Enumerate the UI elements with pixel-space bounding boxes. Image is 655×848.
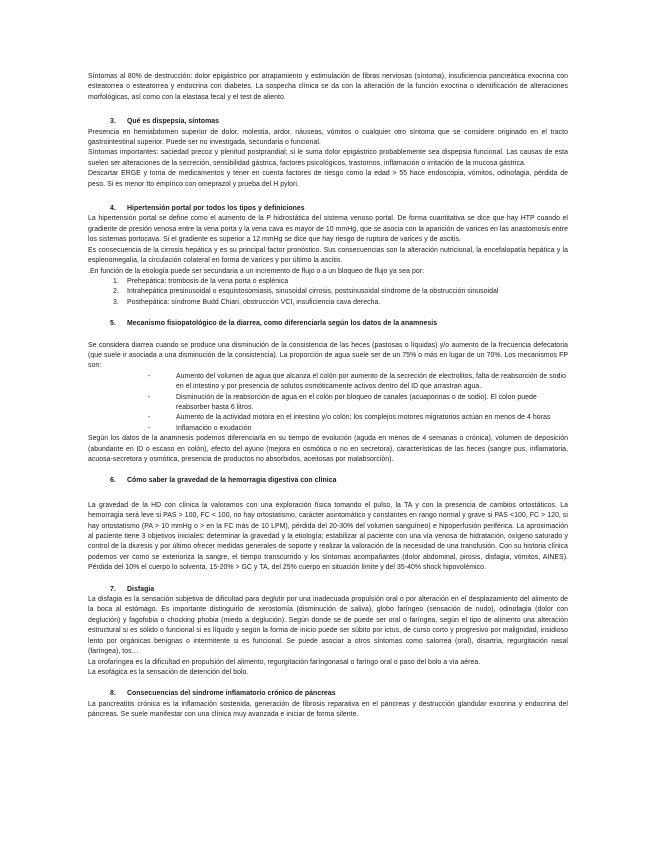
section-title: Disfagia — [127, 585, 155, 593]
list-item: - Inflamación o exudación — [148, 424, 568, 434]
list-item: - Disminución de la reabsorción de agua en el colón por bloqueo de canales (acuaporinas o de sodio). El colon puede reabsorber hasta 6 litros. — [148, 393, 568, 414]
section-hipertension-portal — [88, 204, 568, 308]
list-item — [113, 298, 568, 308]
paragraph: La hipertensión portal se define como el aumento de la P hidrostática del sistema venoso portal. De forma cuantitativa se dice que hay HTP cuando el gradiente de presión venosa entre la vena porta y la vena cava es mayor de 10 mmHg, que se asocia con la aparición de varices en las anastomosis entre los sistemas portocava. Si el gradiente es superior a 12 mmHg se dice que hay riesgo de ruptura de varices y de ascitis. — [88, 215, 568, 244]
document-page — [88, 72, 568, 721]
bullet-list — [88, 372, 568, 434]
paragraph: Presencia en hemiabdomen superior de dolor, molestia, ardor, náuseas, vómitos o cualquier otro síntoma que se considere originado en el tracto gastrointestinal superior. Puede ser no investigada, secundaria o funcional. — [88, 128, 568, 147]
list-item-text: Posthepática: síndrome Budd Chiari, obstrucción VCI, insuficiencia cava derecha. — [127, 298, 381, 306]
paragraph: Se considera diarrea cuando se produce una disminución de la consistencia de las heces (pastosas o líquidas) y/o aumento de la frecuencia defecatoria (que suele ir asociada a una disminución de la consistencia). La proporción de agua suele ser de un 75% o más en lugar de un 70%. Los mecanismos FP son: — [88, 341, 568, 370]
paragraph: .En función de la etiología puede ser secundaria a un incremento de flujo o a un bloqueo de flujo ya sea por: — [88, 267, 425, 275]
section-hemorragia — [88, 476, 568, 573]
list-item-text: Prehepática: trombosis de la vena porta o esplénica — [127, 277, 289, 285]
section-title: Qué es dispepsia, síntomas — [127, 118, 220, 126]
paragraph: La disfagia es la sensación subjetiva de dificultad para deglutir por una inadecuada propulsión oral o por alteración en el desplazamiento del alimento de la boca al estómago. Es importante distinguirlo de xerostomía (disminución de saliva), globo faríngeo (sensación de nudo), odinofagia (dolor con deglución) y fagofobia o chocking phobia (miedo a deglución). Según donde se de puede ser oral o faríngea, según el tipo de alimento una alteración estructural si es sólido o funcional si es líquido y según la forma de inicio puede ser súbito por ictus, de curso corto y progresivo por malignidad, insidioso lento por orgánicas benignas o intermitente si es funcional. Se puede asociar a otros síntomas como salorrea (oral), disartria, regurgitación nasal (faríngea), tos… — [88, 596, 568, 656]
list-number: 1. — [113, 277, 119, 285]
paragraph: La pancreatitis crónica es la inflamación sostenida, generación de fibrosis reparativa en el páncreas y destrucción glandular exocrina y endocrina del páncreas. Se suele manifestar con una clínica muy avanzada e iniciar de forma silente. — [88, 700, 568, 719]
section-heading — [88, 117, 568, 127]
section-diarrea — [88, 319, 568, 465]
section-number: 4. — [110, 205, 116, 213]
paragraph: Síntomas importantes: saciedad precoz y plenitud postprandial; si le suma dolor epigástrico probablemente sea dispepsia funcional. Las causas de esta suelen ser alteraciones de la secreción, sensibilidad gástrica, factores psicológicos, trastornos, inflamación o irritación de la mucosa gástrica. — [88, 149, 568, 167]
section-pancreatitis-cronica — [88, 689, 568, 720]
list-number: 2. — [113, 288, 119, 296]
section-title: Hipertensión portal por todos los tipos y definiciones — [127, 205, 305, 213]
section-heading — [88, 689, 568, 699]
list-item — [113, 287, 568, 297]
paragraph: La gravedad de la HD con clínica la valoramos con una exploración física tomando el pulso, la TA y con la presencia de cambios ortostáticos. La hemorragia será leve si PAS > 100, FC < 100, no hay ortostatismo, carácter asintomático y constantes en rango normal y grave si PAS <100, FC > 120, si hay ortostatismo (PA > 10 mmHg o > en la FC más de 10 LPM), pérdida del 20-30% del volumen sanguíneo) e hipoperfusión periférica. La aproximación al paciente tiene 3 objetivos iniciales: determinar la gravedad y la etiología; estabilizar al paciente con una vía venosa de hidratación, oxígeno saturado y control de la diuresis y por último ofrecer medidas generales de soporte y realizar la valoración de la necesidad de una transfusión. Con su historia clínica podemos ver como se exterioriza la sangre, el tiempo transcurrido y los síntomas acompañantes (dolor abdominal, pirosis, disfagia, vómitos, AINES). Pérdida del 10% el cuerpo lo solventa, 15-20% > GC y TA, del 25% cuerpo en situación límite y del 35-40% shock hipovolémico. — [88, 501, 568, 572]
paragraph: La orofaríngea es la dificultad en propulsión del alimento, regurgitación faríngonasal o faríngo oral o paso del bolo a vía aérea. — [88, 658, 481, 666]
paragraph: Es consecuencia de la cirrosis hepática y es su principal factor pronóstico. Sus consecuencias son la alteración nutricional, la encefalopatía hepática y la esplenomegalia, la circulación colateral en forma de varices y por último la ascitis. — [88, 246, 568, 265]
list-item-text: Intrahepática presinusoidal o esquistosomiasis, sinusoidal cirrosis, postsinusoidal síndrome de la obstrucción sinusoidal — [127, 288, 499, 296]
section-disfagia — [88, 585, 568, 679]
section-number: 7. — [110, 585, 116, 593]
intro-paragraph: Síntomas al 80% de destrucción: dolor epigástrico por atrapamiento y estimulación de fibras nerviosas (síntoma), insuficiencia pancreática exocrina con esteatorrea o esteatorrea y endocrina con diabetes. La sospecha clínica se da con la alteración de la función exocrina o identificación de alteraciones morfológicas, así como con la elastasa fecal y el test de aliento. — [88, 73, 568, 101]
list-number: 3. — [113, 298, 119, 306]
section-heading — [88, 204, 568, 214]
section-title: Consecuencias del síndrome inflamatorio crónico de páncreas — [127, 690, 336, 698]
numbered-list — [88, 277, 568, 308]
section-number: 5. — [110, 320, 116, 328]
section-heading — [88, 319, 568, 329]
paragraph: Según los datos de la anamnesis podemos diferenciarla en su tiempo de evolución (aguda en menos de 4 semanas o crónica), volumen de deposición (abundante en ID o escaso en colón), efecto del ayuno (mejora en osmótica o no en secretora), características de las heces (sangre pus, inflamatoria, acuosa-secretora y osmótica, presencia de productos no absorbidos, aceitosas por malabsorción). — [88, 435, 568, 463]
section-title: Cómo saber la gravedad de la hemorragia digestiva con clínica — [127, 477, 337, 485]
section-title: Mecanismo fisiopatológico de la diarrea, como diferenciarla según los datos de la anamnesis — [127, 320, 438, 328]
section-number: 3. — [110, 118, 116, 126]
list-item — [113, 277, 568, 287]
section-number: 8. — [110, 690, 116, 698]
list-item: - Aumento de la actividad motora en el intestino y/o colón: los complejos motores migratorios actúan en menos de 4 horas — [148, 413, 568, 423]
list-item: - Aumento del volumen de agua que alcanza el colón por aumento de la secreción de electrolitos, falta de reabsorción de sodio en el intestino y por presencia de solutos osmóticamente activos dentro del ID que arrastran agua. — [148, 372, 568, 393]
section-heading — [88, 585, 568, 595]
paragraph: La esofágica es la sensación de detención del bolo. — [88, 668, 249, 676]
section-dispepsia — [88, 117, 568, 190]
paragraph: Descartar ERGE y toma de medicamentos y tener en cuenta factores de riesgo como la edad > 55 hace endoscopia, vómitos, odinofagia, pérdida de peso. Si es menor tto empírico con omeprazol y prueba del H pylori. — [88, 170, 568, 188]
section-number: 6. — [110, 477, 116, 485]
section-heading — [88, 476, 568, 486]
